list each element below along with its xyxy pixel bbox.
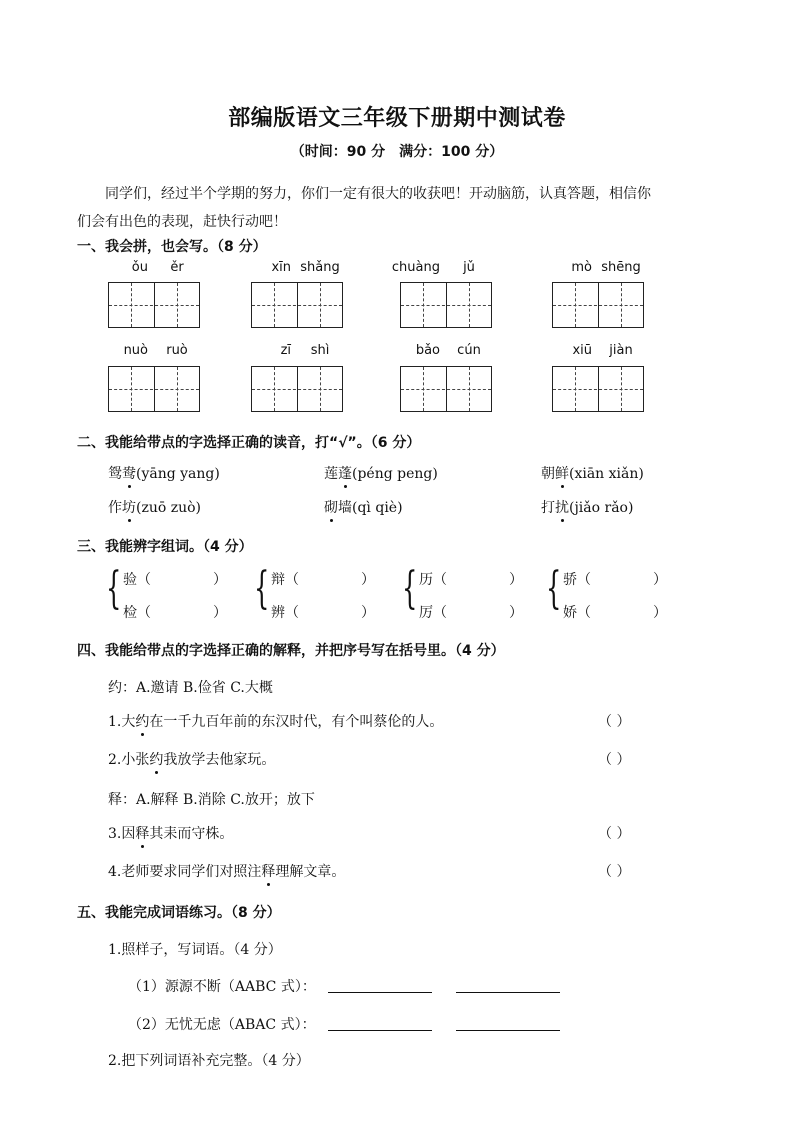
dotted-char: 约	[149, 749, 163, 769]
dotted-char: 鲜	[555, 463, 569, 483]
reading-item-1: 鸳鸯(yāng yang)	[108, 463, 220, 483]
question-1: 1.大约在一千九百年前的东汉时代，有个叫蔡伦的人。	[108, 711, 443, 731]
word-group-item[interactable]: 检（ ）	[123, 605, 227, 621]
brace-icon: {	[546, 563, 562, 614]
reading-options[interactable]: (yāng yang)	[136, 466, 220, 482]
pinyin-label: shēng	[601, 260, 641, 275]
brace-icon: {	[106, 563, 122, 614]
reading-item-3: 朝鲜(xiān xiǎn)	[541, 463, 644, 483]
answer-blank[interactable]	[456, 1030, 560, 1031]
definition-shi: 释：A.解释 B.消除 C.放开；放下	[108, 792, 315, 808]
writing-grid[interactable]	[108, 282, 200, 328]
reading-item-5: 砌墙(qì qiè)	[324, 497, 403, 517]
brace-icon: {	[254, 563, 270, 614]
answer-paren-3[interactable]: （ ）	[598, 826, 631, 842]
exam-info	[0, 141, 794, 161]
word-group-item[interactable]: 辩（ ）	[271, 572, 375, 588]
time-label: （时间：90 分	[290, 144, 386, 160]
dotted-char: 扰	[555, 497, 569, 517]
exercise-1: （1）源源不断（AABC 式）：	[128, 979, 316, 995]
definition-yue: 约：A.邀请 B.俭省 C.大概	[108, 680, 273, 696]
writing-grid[interactable]	[400, 282, 492, 328]
word-group-item[interactable]: 骄（ ）	[563, 572, 667, 588]
answer-blank[interactable]	[456, 992, 560, 993]
exercise-2: （2）无忧无虑（ABAC 式）：	[128, 1017, 316, 1033]
pinyin-label: nuò	[123, 343, 148, 358]
section-1-heading: 一、我会拼，也会写。（8 分）	[77, 239, 267, 255]
word-group-item[interactable]: 娇（ ）	[563, 605, 667, 621]
brace-icon: {	[402, 563, 418, 614]
dotted-char: 砌	[324, 497, 338, 517]
reading-options[interactable]: (zuō zuò)	[136, 500, 202, 516]
section-2-heading: 二、我能给带点的字选择正确的读音，打“√”。（6 分）	[77, 435, 421, 451]
reading-options[interactable]: (qì qiè)	[352, 500, 403, 516]
reading-options[interactable]: (xiān xiǎn)	[569, 466, 644, 482]
word-group-item[interactable]: 辨（ ）	[271, 605, 375, 621]
word-group-item[interactable]: 厉（ ）	[419, 605, 523, 621]
writing-grid[interactable]	[552, 282, 644, 328]
pinyin-label: ǒu	[131, 260, 148, 275]
pinyin-label: jiàn	[609, 343, 633, 358]
question-3: 3.因释其耒而守株。	[108, 823, 233, 843]
answer-paren-2[interactable]: （ ）	[598, 752, 631, 768]
answer-paren-4[interactable]: （ ）	[598, 864, 631, 880]
dotted-char: 释	[261, 861, 275, 881]
reading-item-2: 莲蓬(péng peng)	[324, 463, 438, 483]
intro-line-1: 同学们，经过半个学期的努力，你们一定有很大的收获吧！开动脑筋，认真答题，相信你	[105, 186, 651, 202]
subquestion-2: 2.把下列词语补充完整。（4 分）	[108, 1053, 310, 1069]
intro-line-2: 们会有出色的表现，赶快行动吧！	[77, 214, 287, 230]
dotted-char: 坊	[122, 497, 136, 517]
answer-paren-1[interactable]: （ ）	[598, 714, 631, 730]
pinyin-label: mò	[571, 260, 592, 275]
section-5-heading: 五、我能完成词语练习。（8 分）	[77, 905, 281, 921]
answer-blank[interactable]	[328, 992, 432, 993]
dotted-char: 蓬	[338, 463, 352, 483]
reading-options[interactable]: (péng peng)	[352, 466, 438, 482]
page-title: 部编版语文三年级下册期中测试卷	[228, 106, 566, 131]
question-2: 2.小张约我放学去他家玩。	[108, 749, 275, 769]
question-4: 4.老师要求同学们对照注释理解文章。	[108, 861, 345, 881]
writing-grid[interactable]	[251, 366, 343, 412]
word-group-item[interactable]: 验（ ）	[123, 572, 227, 588]
section-4-heading: 四、我能给带点的字选择正确的解释，并把序号写在括号里。（4 分）	[77, 643, 505, 659]
score-label: 满分：100 分）	[399, 144, 504, 160]
answer-blank[interactable]	[328, 1030, 432, 1031]
pinyin-label: ruò	[166, 343, 188, 358]
writing-grid[interactable]	[251, 282, 343, 328]
word-group-item[interactable]: 历（ ）	[419, 572, 523, 588]
pinyin-label: bǎo	[415, 343, 440, 358]
reading-item-6: 打扰(jiǎo rǎo)	[541, 497, 633, 517]
pinyin-label: shì	[310, 343, 330, 358]
pinyin-label: xīn	[271, 260, 291, 275]
dotted-char: 释	[135, 823, 149, 843]
pinyin-label: jǔ	[463, 260, 475, 275]
pinyin-label: cún	[457, 343, 481, 358]
pinyin-label: zī	[280, 343, 291, 358]
pinyin-label: chuàng	[391, 260, 440, 275]
writing-grid[interactable]	[108, 366, 200, 412]
section-3-heading: 三、我能辨字组词。（4 分）	[77, 539, 253, 555]
dotted-char: 鸯	[122, 463, 136, 483]
writing-grid[interactable]	[400, 366, 492, 412]
dotted-char: 约	[135, 711, 149, 731]
reading-item-4: 作坊(zuō zuò)	[108, 497, 201, 517]
pinyin-label: shǎng	[300, 260, 340, 275]
intro-paragraph	[77, 180, 727, 236]
writing-grid[interactable]	[552, 366, 644, 412]
pinyin-label: ěr	[170, 260, 184, 275]
pinyin-label: xiū	[572, 343, 592, 358]
reading-options[interactable]: (jiǎo rǎo)	[569, 500, 634, 516]
subquestion-1: 1.照样子，写词语。（4 分）	[108, 942, 282, 958]
